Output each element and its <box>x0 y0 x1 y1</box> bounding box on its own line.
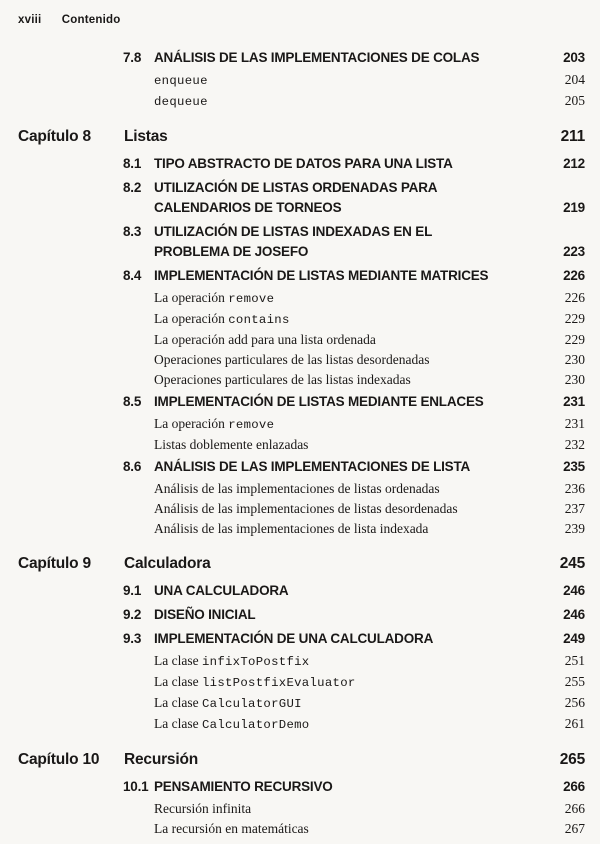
section-number: 8.3 <box>123 224 142 239</box>
page-number: 223 <box>563 244 585 259</box>
subsection-title <box>154 519 553 539</box>
toc-entry-subsection <box>0 91 585 112</box>
section-number: 9.1 <box>123 583 142 598</box>
code-term: dequeue <box>154 95 208 109</box>
toc-entry-subsection <box>0 714 585 735</box>
section-title-line: TIPO ABSTRACTO DE DATOS PARA UNA LISTA <box>154 156 453 171</box>
toc-entry-subsection <box>0 799 585 819</box>
page-number: 219 <box>563 200 585 215</box>
page-number: 245 <box>559 555 585 572</box>
page-number: 230 <box>564 372 585 387</box>
section-title-line: DISEÑO INICIAL <box>154 607 256 622</box>
section-title-line: CALENDARIOS DE TORNEOS <box>154 200 342 215</box>
toc-entry-subsection <box>0 414 585 435</box>
toc-entry-section <box>0 777 585 797</box>
subsection-text: La clase <box>154 695 202 710</box>
page-number: 212 <box>563 156 585 171</box>
page-number: 231 <box>564 416 585 431</box>
subsection-title <box>154 309 553 330</box>
toc-entry-subsection <box>0 370 585 390</box>
page-number: 235 <box>563 459 585 474</box>
page-number: 266 <box>563 779 585 794</box>
section-title <box>154 581 551 601</box>
code-term: enqueue <box>154 74 208 88</box>
toc-entry-subsection <box>0 479 585 499</box>
section-number: 8.5 <box>123 394 142 409</box>
section-number: 9.3 <box>123 631 142 646</box>
toc-entry-chapter <box>0 749 585 771</box>
section-title <box>154 266 551 286</box>
subsection-title <box>154 499 553 519</box>
toc-entry-section <box>0 178 585 218</box>
subsection-title <box>154 693 553 714</box>
section-number: 7.8 <box>123 50 142 65</box>
page-number: 267 <box>564 821 585 836</box>
toc-entry-section <box>0 581 585 601</box>
subsection-text: Operaciones particulares de las listas desordenadas <box>154 352 430 367</box>
code-term: listPostfixEvaluator <box>201 676 356 690</box>
code-term: remove <box>228 418 275 432</box>
toc-entry-subsection <box>0 499 585 519</box>
section-title-line: UTILIZACIÓN DE LISTAS ORDENADAS PARA <box>154 180 438 195</box>
subsection-title <box>154 91 553 112</box>
subsection-title <box>154 330 553 350</box>
subsection-text: La operación <box>154 311 229 326</box>
section-title-line: UTILIZACIÓN DE LISTAS INDEXADAS EN EL <box>154 224 433 239</box>
section-title-line: UNA CALCULADORA <box>154 583 289 598</box>
subsection-text: La operación <box>154 290 229 305</box>
toc-entry-subsection <box>0 519 585 539</box>
subsection-text: Operaciones particulares de las listas indexadas <box>154 372 411 387</box>
toc-entry-subsection <box>0 330 585 350</box>
section-title <box>154 605 551 625</box>
section-title <box>154 392 551 412</box>
page-number: 246 <box>563 607 585 622</box>
section-title-line: IMPLEMENTACIÓN DE LISTAS MEDIANTE MATRICES <box>154 268 489 283</box>
toc-entry-subsection <box>0 672 585 693</box>
toc-entry-subsection <box>0 350 585 370</box>
toc-entry-section <box>0 605 585 625</box>
section-title <box>154 178 551 218</box>
subsection-text: La clase <box>154 716 202 731</box>
page-number: 231 <box>563 394 585 409</box>
page-number: 204 <box>564 72 585 87</box>
toc-entry-subsection <box>0 435 585 455</box>
section-number: 8.1 <box>123 156 142 171</box>
code-term: infixToPostfix <box>201 655 310 669</box>
toc-entry-section <box>0 457 585 477</box>
code-term: CalculatorDemo <box>201 718 310 732</box>
section-number: 8.2 <box>123 180 142 195</box>
toc-entry-chapter <box>0 126 585 148</box>
section-title <box>154 48 551 68</box>
subsection-title <box>154 651 553 672</box>
section-title-line: IMPLEMENTACIÓN DE UNA CALCULADORA <box>154 631 434 646</box>
page-number: 265 <box>559 751 585 768</box>
page-number: 255 <box>564 674 585 689</box>
section-title-line: ANÁLISIS DE LAS IMPLEMENTACIONES DE COLAS <box>154 50 480 65</box>
page-number: 229 <box>564 332 585 347</box>
toc-entry-section <box>0 266 585 286</box>
page-number: 226 <box>563 268 585 283</box>
toc-entry-section <box>0 392 585 412</box>
toc-entry-section <box>0 48 585 68</box>
section-title-line: IMPLEMENTACIÓN DE LISTAS MEDIANTE ENLACES <box>154 394 484 409</box>
page-number: 203 <box>563 50 585 65</box>
toc-entry-subsection <box>0 819 585 839</box>
page-number: 246 <box>563 583 585 598</box>
toc-entry-subsection <box>0 693 585 714</box>
subsection-text: La operación <box>154 416 229 431</box>
page-number: 256 <box>564 695 585 710</box>
section-number: 9.2 <box>123 607 142 622</box>
subsection-text: Análisis de las implementaciones de listas ordenadas <box>154 481 440 496</box>
subsection-text: La recursión en matemáticas <box>154 821 309 836</box>
subsection-title <box>154 70 553 91</box>
code-term: remove <box>228 292 275 306</box>
subsection-title <box>154 370 553 390</box>
section-number: 8.4 <box>123 268 142 283</box>
toc-entry-subsection <box>0 70 585 91</box>
subsection-title <box>154 799 553 819</box>
section-title <box>154 222 551 262</box>
subsection-title <box>154 819 553 839</box>
page-number: 251 <box>564 653 585 668</box>
subsection-title <box>154 672 553 693</box>
page-folio: xviii <box>18 14 42 26</box>
toc <box>0 46 600 839</box>
toc-entry-section <box>0 222 585 262</box>
page-number: 229 <box>564 311 585 326</box>
code-term: contains <box>228 313 290 327</box>
page-number: 232 <box>564 437 585 452</box>
subsection-text: Análisis de las implementaciones de listas desordenadas <box>154 501 458 516</box>
subsection-title <box>154 414 553 435</box>
chapter-title: Calculadora <box>124 555 211 572</box>
subsection-text: La clase <box>154 653 202 668</box>
subsection-title <box>154 714 553 735</box>
toc-entry-section <box>0 154 585 174</box>
toc-entry-chapter <box>0 553 585 575</box>
subsection-text: Listas doblemente enlazadas <box>154 437 309 452</box>
section-title-line: PROBLEMA DE JOSEFO <box>154 244 309 259</box>
chapter-label: Capítulo 9 <box>18 555 91 572</box>
subsection-text: Análisis de las implementaciones de lista indexada <box>154 521 429 536</box>
section-title <box>154 154 551 174</box>
subsection-title <box>154 435 553 455</box>
page-number: 261 <box>564 716 585 731</box>
page-number: 226 <box>564 290 585 305</box>
chapter-label: Capítulo 10 <box>18 751 100 768</box>
section-title <box>154 777 551 797</box>
subsection-title <box>154 479 553 499</box>
section-title-line: ANÁLISIS DE LAS IMPLEMENTACIONES DE LISTA <box>154 459 471 474</box>
page-header <box>0 0 600 27</box>
chapter-title: Recursión <box>124 751 198 768</box>
section-title-line: PENSAMIENTO RECURSIVO <box>154 779 333 794</box>
toc-entry-subsection <box>0 651 585 672</box>
toc-entry-subsection <box>0 288 585 309</box>
page-number: 236 <box>564 481 585 496</box>
subsection-text: La operación add para una lista ordenada <box>154 332 376 347</box>
page-number: 211 <box>560 128 585 145</box>
section-number: 8.6 <box>123 459 142 474</box>
page-number: 237 <box>564 501 585 516</box>
page-number: 239 <box>564 521 585 536</box>
subsection-title <box>154 288 553 309</box>
subsection-text: Recursión infinita <box>154 801 252 816</box>
page-title: Contenido <box>61 14 121 26</box>
subsection-text: La clase <box>154 674 202 689</box>
page-number: 230 <box>564 352 585 367</box>
page-number: 205 <box>564 93 585 108</box>
section-title <box>154 457 551 477</box>
page-number: 249 <box>563 631 585 646</box>
chapter-label: Capítulo 8 <box>18 128 91 145</box>
toc-entry-subsection <box>0 309 585 330</box>
code-term: CalculatorGUI <box>201 697 302 711</box>
page-number: 266 <box>564 801 585 816</box>
section-title <box>154 629 551 649</box>
section-number: 10.1 <box>123 779 149 794</box>
toc-entry-section <box>0 629 585 649</box>
subsection-title <box>154 350 553 370</box>
chapter-title: Listas <box>124 128 168 145</box>
